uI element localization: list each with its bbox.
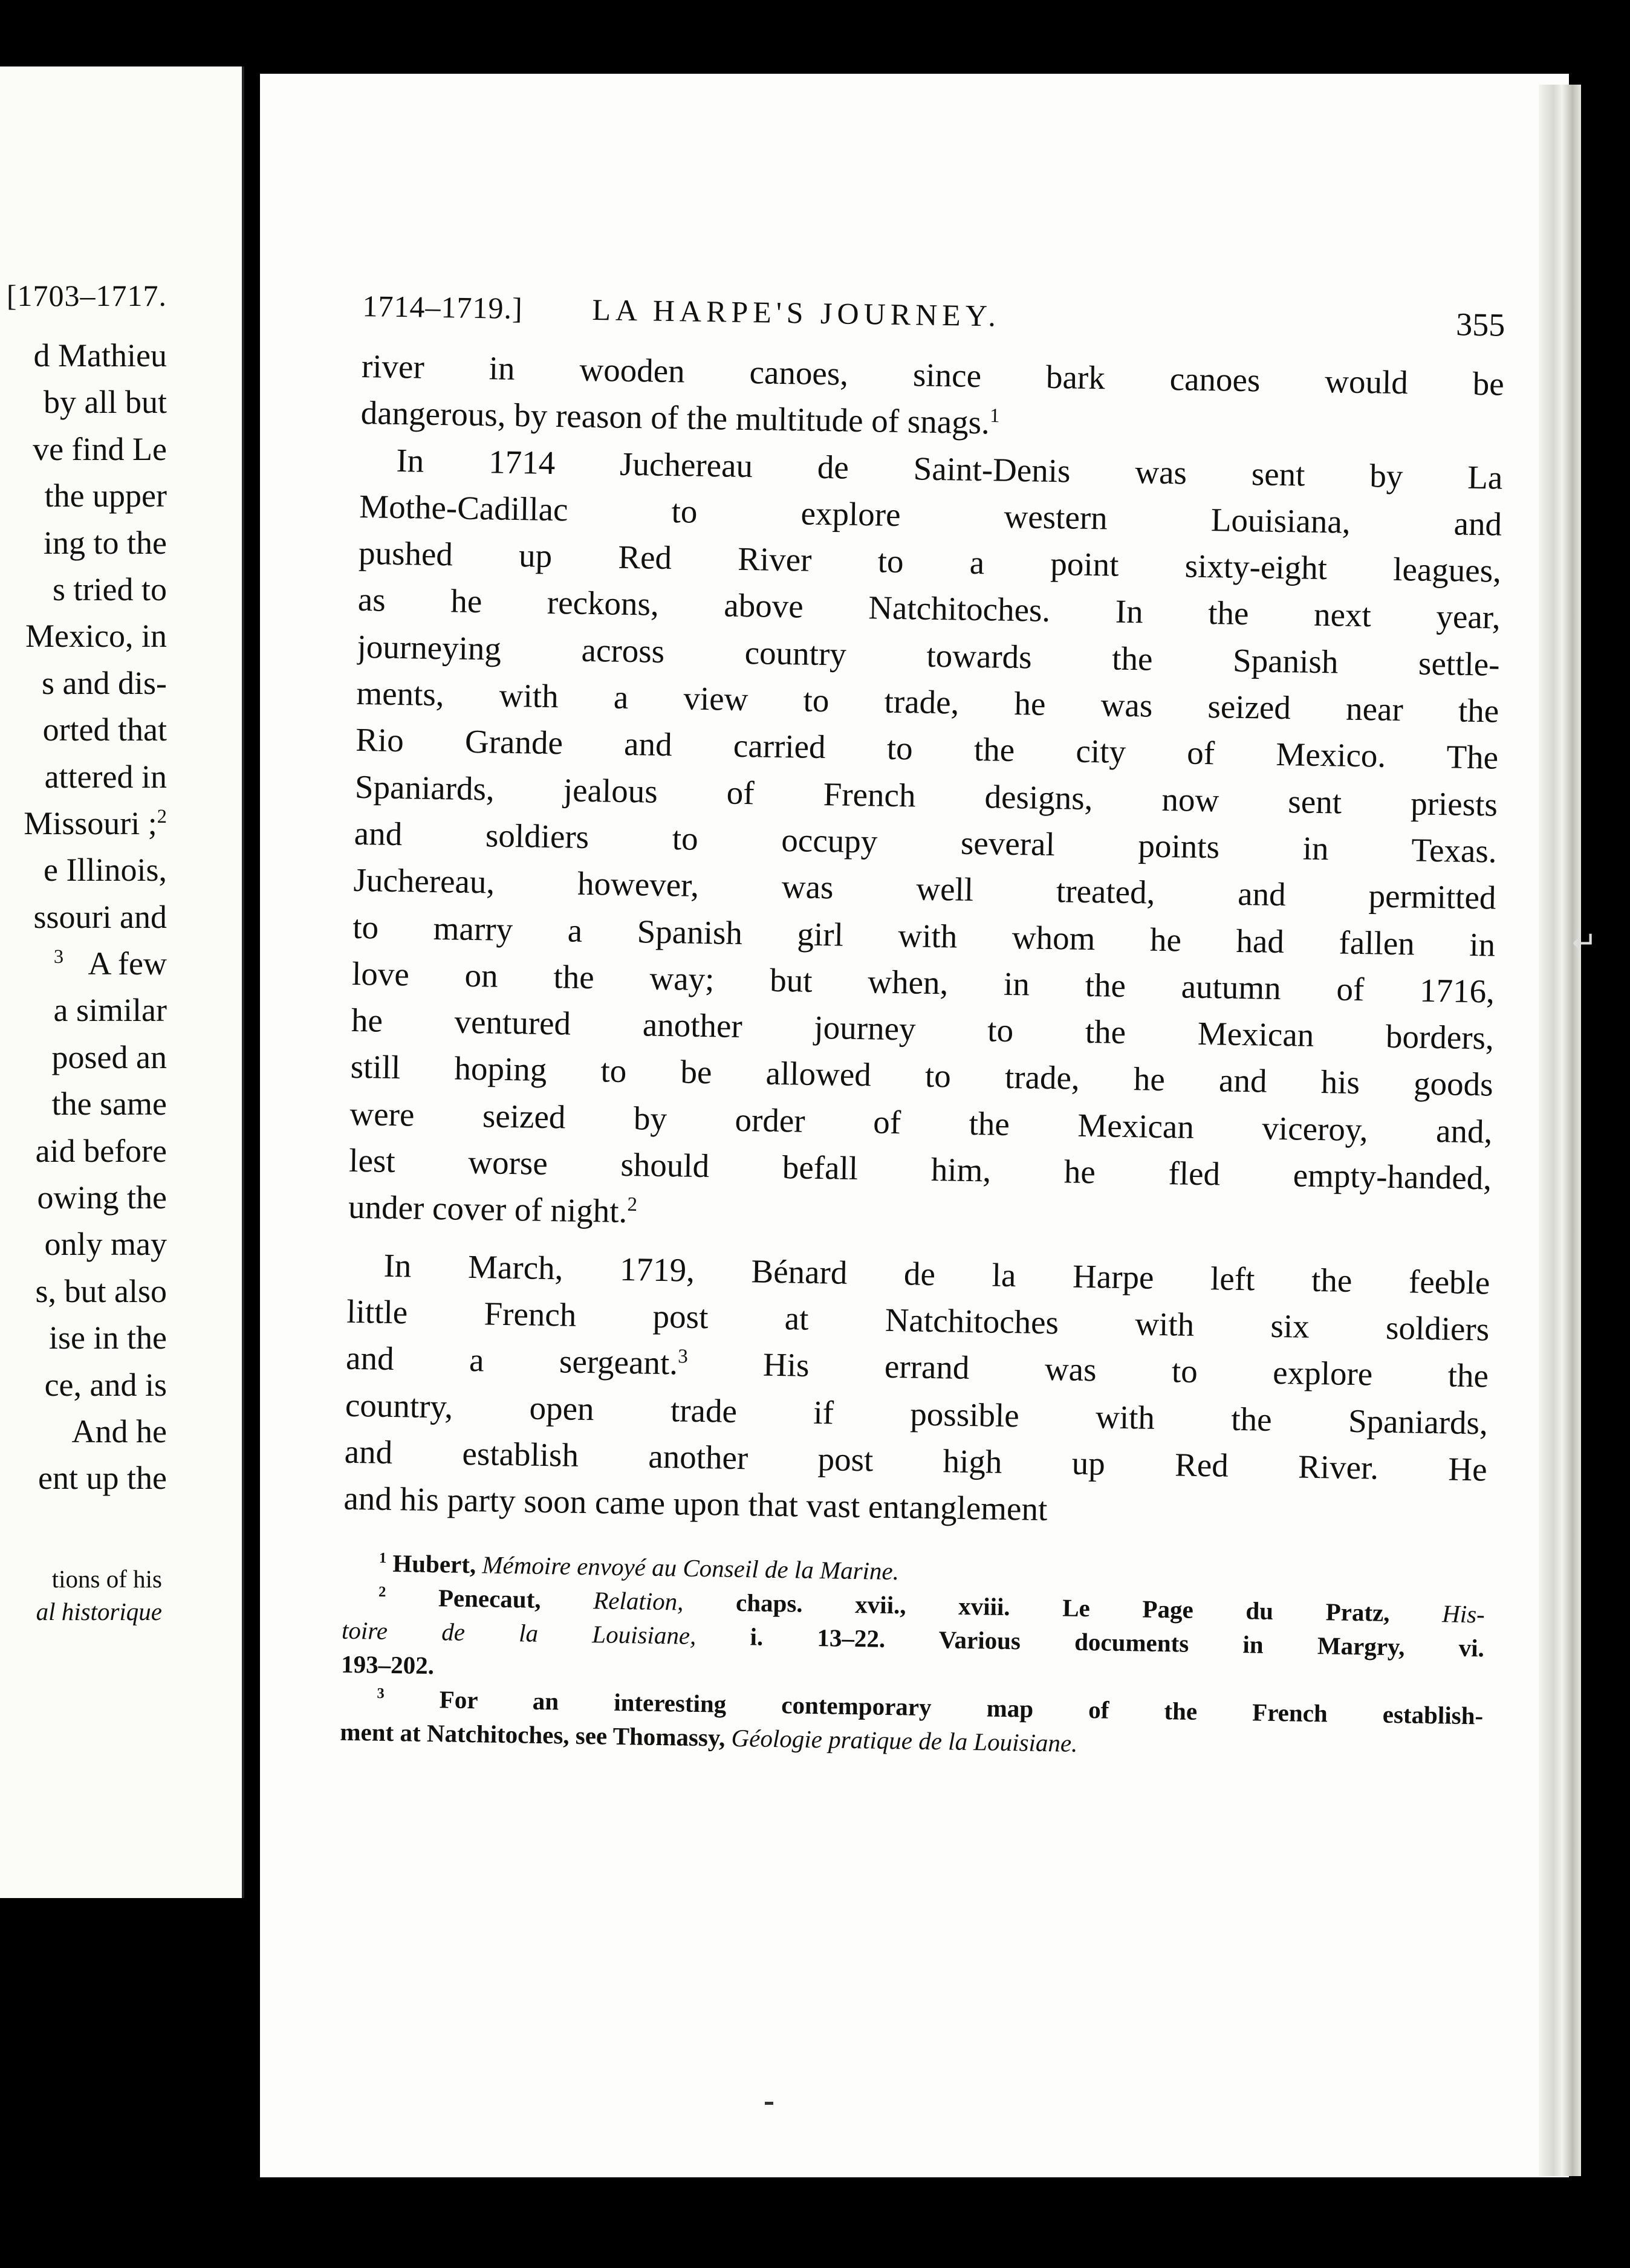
footnote-mark: 2 bbox=[157, 805, 167, 828]
footnote-1-number: 1 bbox=[378, 1550, 387, 1567]
footnote-1-title: Mémoire envoyé au Conseil de la Marine. bbox=[482, 1550, 900, 1586]
page-mark bbox=[765, 2102, 773, 2105]
left-text-line: Missouri ;$^2$ bbox=[24, 805, 167, 841]
body-line: In 1714 Juchereau de Saint-Denis was sent by La bbox=[396, 441, 1503, 496]
body-line: little French post at Natchitoches with six soldiers bbox=[346, 1292, 1490, 1348]
body-line: pushed up Red River to a point sixty-eight leagues, bbox=[358, 534, 1502, 589]
footnote-2-number: 2 bbox=[378, 1584, 386, 1601]
body-line: still hoping to be allowed to trade, he and his goods bbox=[350, 1048, 1494, 1103]
body-line: love on the way; but when, in the autumn of 1716, bbox=[351, 954, 1495, 1010]
left-text-line: a similar bbox=[53, 992, 167, 1029]
left-text-line: s and dis- bbox=[42, 664, 167, 701]
body-line: Mothe-Cadillac to explore western Louisiana, and bbox=[359, 487, 1502, 543]
left-text-line: posed an bbox=[51, 1038, 167, 1075]
footnote-2-work-2-cont: toire de la Louisiane, bbox=[341, 1616, 696, 1650]
left-text-line: ce, and is bbox=[44, 1366, 167, 1403]
body-line: journeying across country towards the Spanish settle- bbox=[357, 627, 1500, 683]
left-note-line: tions of his bbox=[51, 1565, 162, 1593]
footnote-2-work-2: His- bbox=[1441, 1599, 1486, 1628]
running-head-date: 1714–1719.] bbox=[362, 288, 524, 326]
left-facing-page bbox=[0, 66, 244, 1898]
left-text-line: only may bbox=[44, 1226, 167, 1263]
footnote-3-number: 3 bbox=[377, 1685, 385, 1702]
body-line: ments, with a view to trade, he was seized near the bbox=[356, 674, 1499, 730]
body-line: and establish another post high up Red River. He bbox=[344, 1433, 1488, 1488]
body-line: Juchereau, however, was well treated, and permitted bbox=[353, 861, 1496, 916]
left-text-line: ve find Le bbox=[33, 430, 167, 467]
footnotes bbox=[340, 1546, 1486, 1767]
left-text-line: the upper bbox=[44, 478, 167, 514]
body-line: as he reckons, above Natchitoches. In the next year, bbox=[357, 581, 1501, 637]
body-line: Spaniards, jealous of French designs, now sent priests bbox=[354, 768, 1498, 823]
left-text-line: orted that bbox=[42, 711, 167, 748]
left-text-line: Mexico, in bbox=[25, 618, 167, 655]
left-footnotes bbox=[0, 1563, 162, 1628]
footnote-3-text-2: ment at Natchitoches, see Thomassy, bbox=[340, 1718, 726, 1752]
left-text-line: s, but also bbox=[35, 1272, 167, 1309]
main-page bbox=[260, 74, 1569, 2177]
body-line: and soldiers to occupy several points in Texas. bbox=[354, 814, 1498, 870]
body-line: river in wooden canoes, since bark canoes would be bbox=[361, 347, 1505, 403]
left-text-line: $^3$ A few bbox=[53, 945, 167, 982]
footnote-2-line: 193–202. bbox=[340, 1650, 435, 1680]
left-text-line: e Illinois, bbox=[44, 852, 167, 889]
footnote-3-text: For an interesting contemporary map of the French establish- bbox=[439, 1685, 1484, 1730]
footnote-mark: 3 bbox=[677, 1346, 689, 1368]
left-text-line: owing the bbox=[37, 1179, 167, 1216]
left-text-line: And he bbox=[71, 1413, 167, 1450]
body-line: and a sergeant.$^3$ His errand was to explore the bbox=[345, 1340, 1489, 1395]
footnote-1-author: Hubert, bbox=[392, 1549, 476, 1579]
left-text-line: attered in bbox=[44, 758, 167, 795]
page-text-block bbox=[340, 288, 1505, 1767]
page-number: 355 bbox=[1455, 306, 1505, 343]
body-line: country, open trade if possible with the Spaniards, bbox=[345, 1386, 1489, 1441]
left-text-line: aid before bbox=[35, 1132, 167, 1169]
footnote-2-citation: chaps. xvii., xviii. Le Page du Pratz, bbox=[735, 1589, 1390, 1627]
body-line: under cover of night.$^2$ bbox=[348, 1188, 638, 1230]
body-line: and his party soon came upon that vast entanglement bbox=[343, 1479, 1048, 1528]
body-line: Rio Grande and carried to the city of Mexico. The bbox=[355, 721, 1499, 776]
left-text-line: ise in the bbox=[49, 1320, 167, 1356]
body-line: In March, 1719, Bénard de la Harpe left the feeble bbox=[383, 1246, 1490, 1301]
left-text-line: the same bbox=[51, 1086, 167, 1123]
body-line: were seized by order of the Mexican viceroy, and, bbox=[349, 1095, 1493, 1150]
footnote-mark: 1 bbox=[989, 405, 1000, 427]
footnote-mark: 2 bbox=[627, 1194, 638, 1216]
footnote-3-work: Géologie pratique de la Louisiane. bbox=[731, 1724, 1078, 1758]
left-text-line: d Mathieu bbox=[33, 337, 167, 374]
body-text bbox=[343, 343, 1504, 1540]
left-text-line: ent up the bbox=[38, 1460, 167, 1497]
left-text-line: ing to the bbox=[44, 524, 167, 561]
body-line: he ventured another journey to the Mexican borders, bbox=[351, 1002, 1495, 1057]
footnote-2-citation-2: i. 13–22. Various documents in Margry, vi. bbox=[750, 1622, 1485, 1662]
left-text-line: s tried to bbox=[53, 571, 167, 608]
body-line: dangerous, by reason of the multitude of snags.$^1$ bbox=[360, 394, 1000, 441]
body-line: lest worse should befall him, he fled empty-handed, bbox=[348, 1141, 1492, 1197]
left-text-line: ssouri and bbox=[33, 898, 167, 935]
running-head-title: LA HARPE'S JOURNEY. bbox=[592, 292, 1001, 333]
left-running-head: [1703–1717. bbox=[6, 279, 167, 313]
footnote-mark: 3 bbox=[53, 946, 64, 968]
scan-artifact-mark: ↵ bbox=[1572, 925, 1597, 960]
body-line: to marry a Spanish girl with whom he had fallen in bbox=[352, 908, 1496, 964]
left-text-column bbox=[0, 332, 167, 1502]
footnote-2-work: Relation, bbox=[593, 1586, 684, 1616]
left-note-line: al historique bbox=[36, 1598, 162, 1625]
book-page-edges bbox=[1539, 85, 1581, 2176]
footnote-2-author: Penecaut, bbox=[438, 1584, 541, 1614]
left-text-line: by all but bbox=[44, 384, 167, 421]
